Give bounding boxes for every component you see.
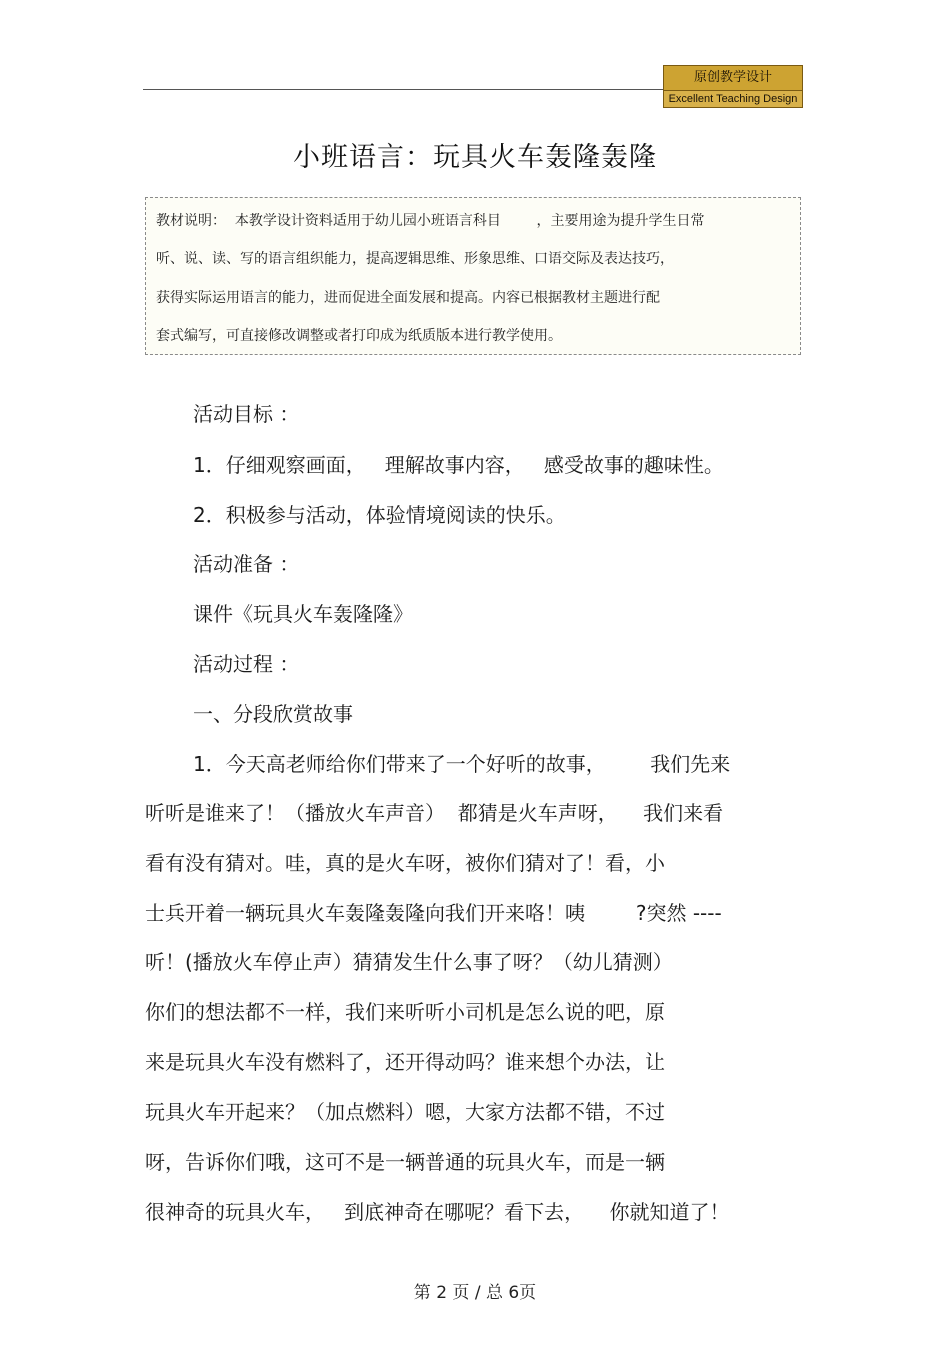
body-paragraph-line: 呀，告诉你们哦，这可不是一辆普通的玩具火车，而是一辆 — [145, 1150, 665, 1174]
body-paragraph-line: 你们的想法都不一样，我们来听听小司机是怎么说的吧，原 — [145, 1000, 665, 1024]
body-paragraph-line: 1．仔细观察画面， 理解故事内容， 感受故事的趣味性。 — [193, 453, 724, 477]
section-heading: 一、分段欣赏故事 — [193, 702, 353, 726]
body-paragraph-line: 玩具火车开起来？（加点燃料）嗯，大家方法都不错，不过 — [145, 1100, 665, 1124]
badge-cn-label: 原创教学设计 — [663, 65, 803, 91]
badge-en-label: Excellent Teaching Design — [663, 91, 803, 108]
section-heading: 活动目标 ： — [193, 402, 300, 426]
body-paragraph-line: 看有没有猜对。哇，真的是火车呀，被你们猜对了！看，小 — [145, 851, 665, 875]
description-line: 听、说、读、写的语言组织能力，提高逻辑思维、形象思维、口语交际及表达技巧， — [156, 251, 674, 267]
body-paragraph-line: 很神奇的玩具火车， 到底神奇在哪呢？看下去， 你就知道了！ — [145, 1200, 730, 1224]
document-title: 小班语言：玩具火车轰隆轰隆 — [293, 142, 657, 173]
description-line: 教材说明： 本教学设计资料适用于幼儿园小班语言科目 ，主要用途为提升学生日常 — [156, 213, 705, 229]
section-heading: 活动准备 ： — [193, 552, 300, 576]
description-line: 获得实际运用语言的能力，进而促进全面发展和提高。内容已根据教材主题进行配 — [156, 290, 660, 306]
body-paragraph-line: 课件《玩具火车轰隆隆》 — [193, 602, 413, 626]
body-paragraph-line: 来是玩具火车没有燃料了，还开得动吗？谁来想个办法，让 — [145, 1050, 665, 1074]
header-badge — [663, 65, 803, 108]
body-paragraph-line: 听！(播放火车停止声）猜猜发生什么事了呀？（幼儿猜测） — [145, 950, 673, 974]
description-line: 套式编写，可直接修改调整或者打印成为纸质版本进行教学使用。 — [156, 328, 562, 344]
section-heading: 活动过程 ： — [193, 652, 300, 676]
body-paragraph-line: 1．今天高老师给你们带来了一个好听的故事， 我们先来 — [193, 752, 731, 776]
material-description-box — [145, 197, 801, 355]
header-rule — [143, 89, 663, 90]
body-paragraph-line: 2．积极参与活动，体验情境阅读的快乐。 — [193, 503, 566, 527]
body-paragraph-line: 听听是谁来了！（播放火车声音） 都猜是火车声呀， 我们来看 — [145, 801, 724, 825]
body-paragraph-line: 士兵开着一辆玩具火车轰隆轰隆向我们开来咯！咦 ?突然 ---- — [145, 901, 722, 925]
page-number: 第 2 页 / 总 6页 — [413, 1283, 537, 1303]
